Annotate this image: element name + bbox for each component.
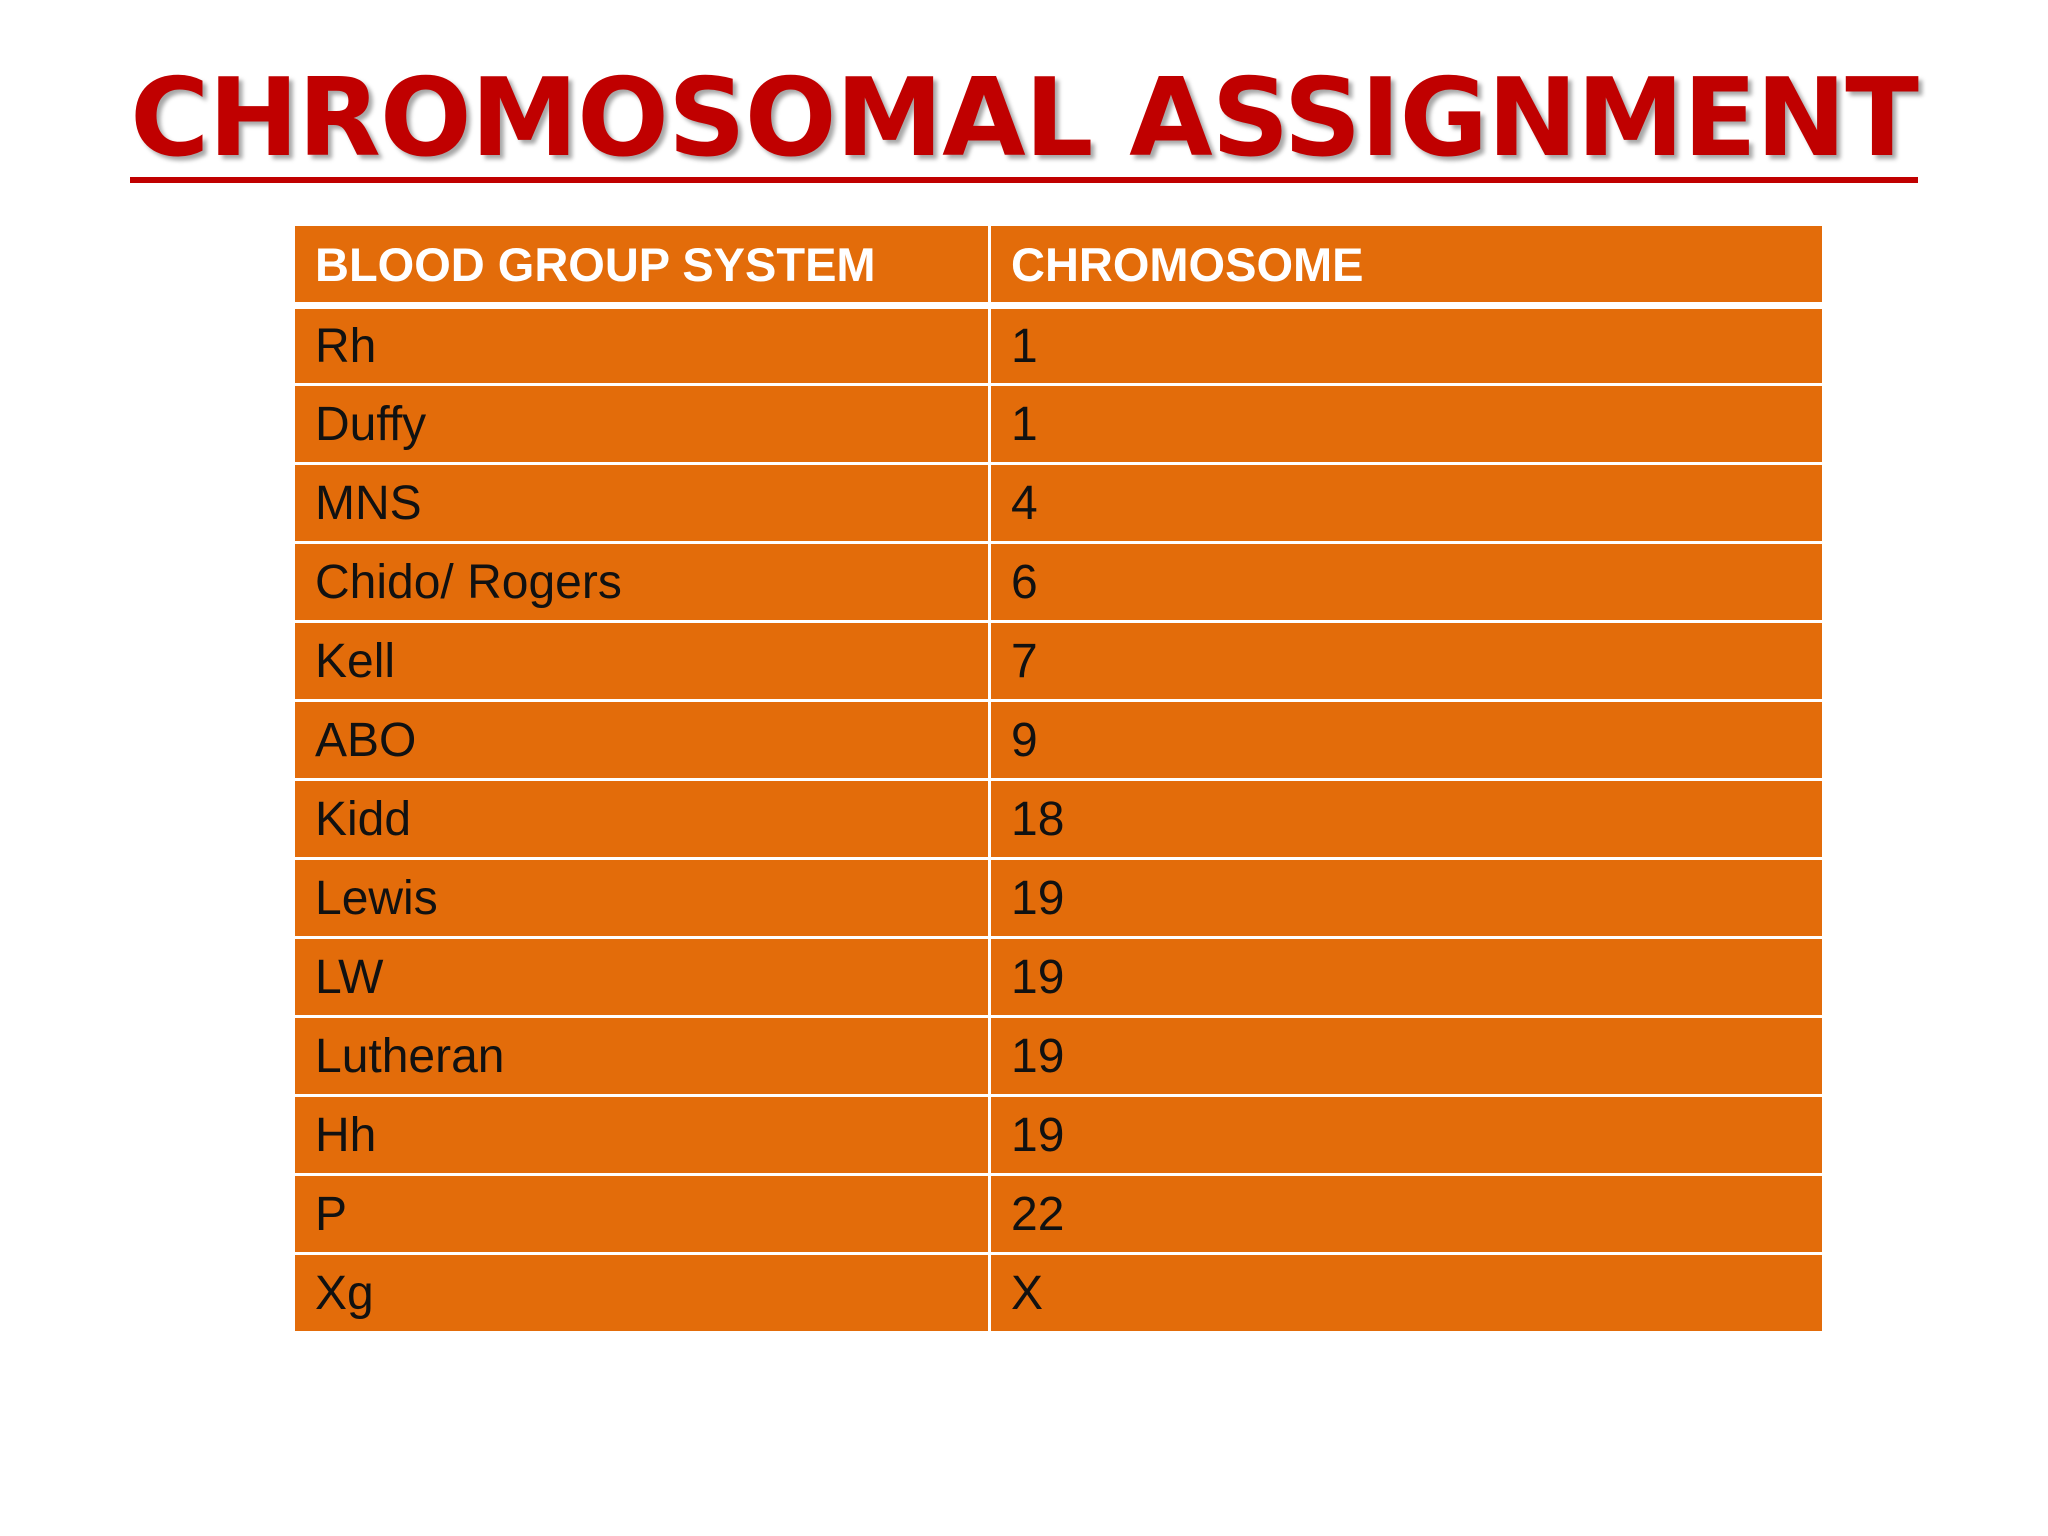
- table-row: [294, 1254, 1824, 1333]
- table-row: [294, 938, 1824, 1017]
- cell-system: Lewis: [294, 859, 990, 938]
- cell-chromosome: 6: [990, 543, 1824, 622]
- table-row: [294, 464, 1824, 543]
- table-row: [294, 306, 1824, 385]
- cell-chromosome: 19: [990, 859, 1824, 938]
- cell-chromosome: 4: [990, 464, 1824, 543]
- cell-chromosome: X: [990, 1254, 1824, 1333]
- cell-chromosome: 19: [990, 938, 1824, 1017]
- cell-system: Xg: [294, 1254, 990, 1333]
- slide-title-wrap: [0, 56, 2048, 183]
- table-row: [294, 622, 1824, 701]
- cell-system: Rh: [294, 306, 990, 385]
- cell-system: LW: [294, 938, 990, 1017]
- cell-system: MNS: [294, 464, 990, 543]
- cell-chromosome: 9: [990, 701, 1824, 780]
- table-row: [294, 1017, 1824, 1096]
- cell-system: Lutheran: [294, 1017, 990, 1096]
- table-container: [292, 223, 1822, 1334]
- cell-chromosome: 19: [990, 1096, 1824, 1175]
- table-row: [294, 701, 1824, 780]
- table-header-row: [294, 225, 1824, 306]
- cell-system: Chido/ Rogers: [294, 543, 990, 622]
- cell-system: Duffy: [294, 385, 990, 464]
- table-row: [294, 385, 1824, 464]
- header-blood-group-system: BLOOD GROUP SYSTEM: [294, 225, 990, 306]
- cell-chromosome: 1: [990, 385, 1824, 464]
- cell-chromosome: 18: [990, 780, 1824, 859]
- table-row: [294, 543, 1824, 622]
- cell-system: Kell: [294, 622, 990, 701]
- chromosome-table: [292, 223, 1825, 1334]
- cell-system: Hh: [294, 1096, 990, 1175]
- cell-chromosome: 19: [990, 1017, 1824, 1096]
- cell-chromosome: 7: [990, 622, 1824, 701]
- table-row: [294, 1175, 1824, 1254]
- cell-chromosome: 1: [990, 306, 1824, 385]
- cell-chromosome: 22: [990, 1175, 1824, 1254]
- cell-system: P: [294, 1175, 990, 1254]
- table-row: [294, 1096, 1824, 1175]
- table-row: [294, 859, 1824, 938]
- slide-title: CHROMOSOMAL ASSIGNMENT: [130, 62, 1918, 183]
- header-chromosome: CHROMOSOME: [990, 225, 1824, 306]
- cell-system: ABO: [294, 701, 990, 780]
- cell-system: Kidd: [294, 780, 990, 859]
- table-row: [294, 780, 1824, 859]
